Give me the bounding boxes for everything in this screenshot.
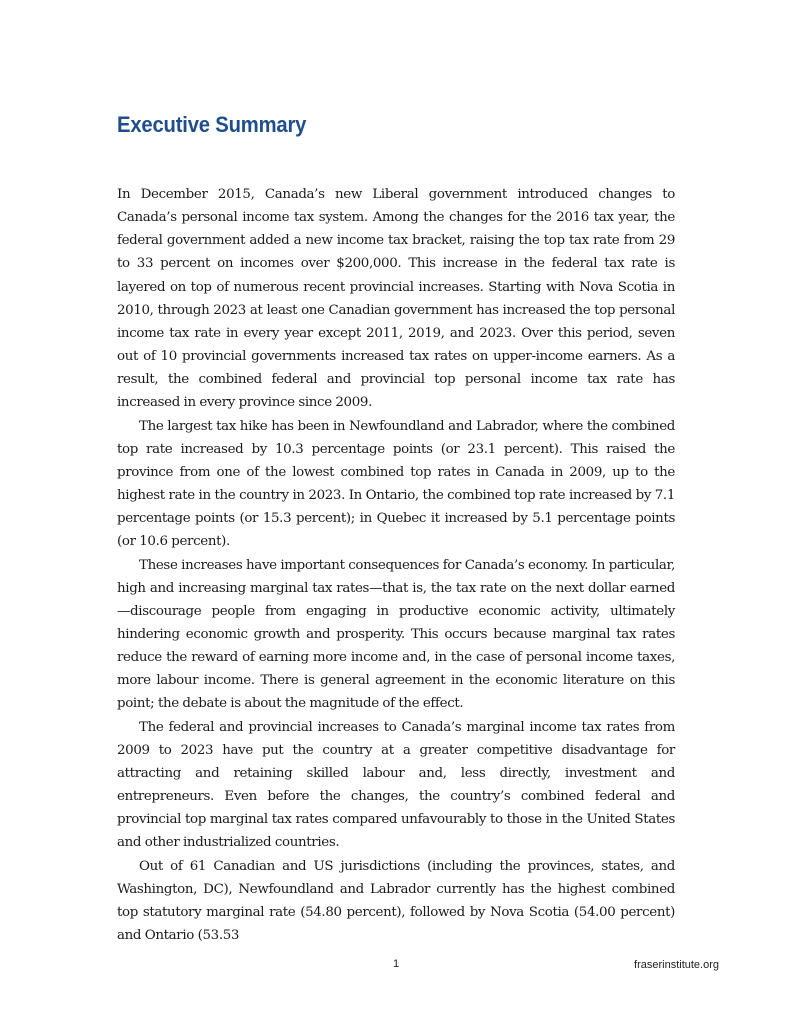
paragraph-5: Out of 61 Canadian and US jurisdictions (including the provinces, states, and Washington, DC), Newfoundland and Labrador currently has the highest combined top statutory marginal rate (54.80 percent), followed by Nova Scotia (54.00 percent) and Ontario (53.53 xyxy=(117,858,675,943)
paragraph-1: In December 2015, Canada’s new Liberal government introduced changes to Canada’s personal income tax system. Among the changes for the 2016 tax year, the federal government added a new income tax bracket, raising the top tax rate from 29 to 33 percent on incomes over $200,000. This increase in the federal tax rate is layered on top of numerous recent provincial increases. Starting with Nova Scotia in 2010, through 2023 at least one Canadian government has increased the top personal income tax rate in every year except 2011, 2019, and 2023. Over this period, seven out of 10 provincial governments increased tax rates on upper-income earners. As a result, the combined federal and provincial top personal income tax rate has increased in every province since 2009. xyxy=(117,187,675,411)
page-number: 1 xyxy=(392,958,400,970)
body-text xyxy=(117,183,675,947)
footer-site-link[interactable]: fraserinstitute.org xyxy=(634,959,719,971)
page-title: Executive Summary xyxy=(117,112,307,137)
paragraph-3: These increases have important consequences for Canada’s economy. In particular, high and increasing marginal tax rates—that is, the tax rate on the next dollar earned—discourage people from engaging in productive economic activity, ultimately hindering economic growth and prosperity. This occurs because marginal tax rates reduce the reward of earning more income and, in the case of personal income taxes, more labour income. There is general agreement in the economic literature on this point; the debate is about the magnitude of the effect. xyxy=(117,557,675,712)
paragraph-2: The largest tax hike has been in Newfoundland and Labrador, where the combined top rate increased by 10.3 percentage points (or 23.1 percent). This raised the province from one of the lowest combined top rates in Canada in 2009, up to the highest rate in the country in 2023. In Ontario, the combined top rate increased by 7.1 percentage points (or 15.3 percent); in Quebec it increased by 5.1 percentage points (or 10.6 percent). xyxy=(117,418,675,550)
paragraph-4: The federal and provincial increases to Canada’s marginal income tax rates from 2009 to 2023 have put the country at a greater competitive disadvantage for attracting and retaining skilled labour and, less directly, investment and entrepreneurs. Even before the changes, the country’s combined federal and provincial top marginal tax rates compared unfavourably to those in the United States and other industrialized countries. xyxy=(117,719,675,851)
